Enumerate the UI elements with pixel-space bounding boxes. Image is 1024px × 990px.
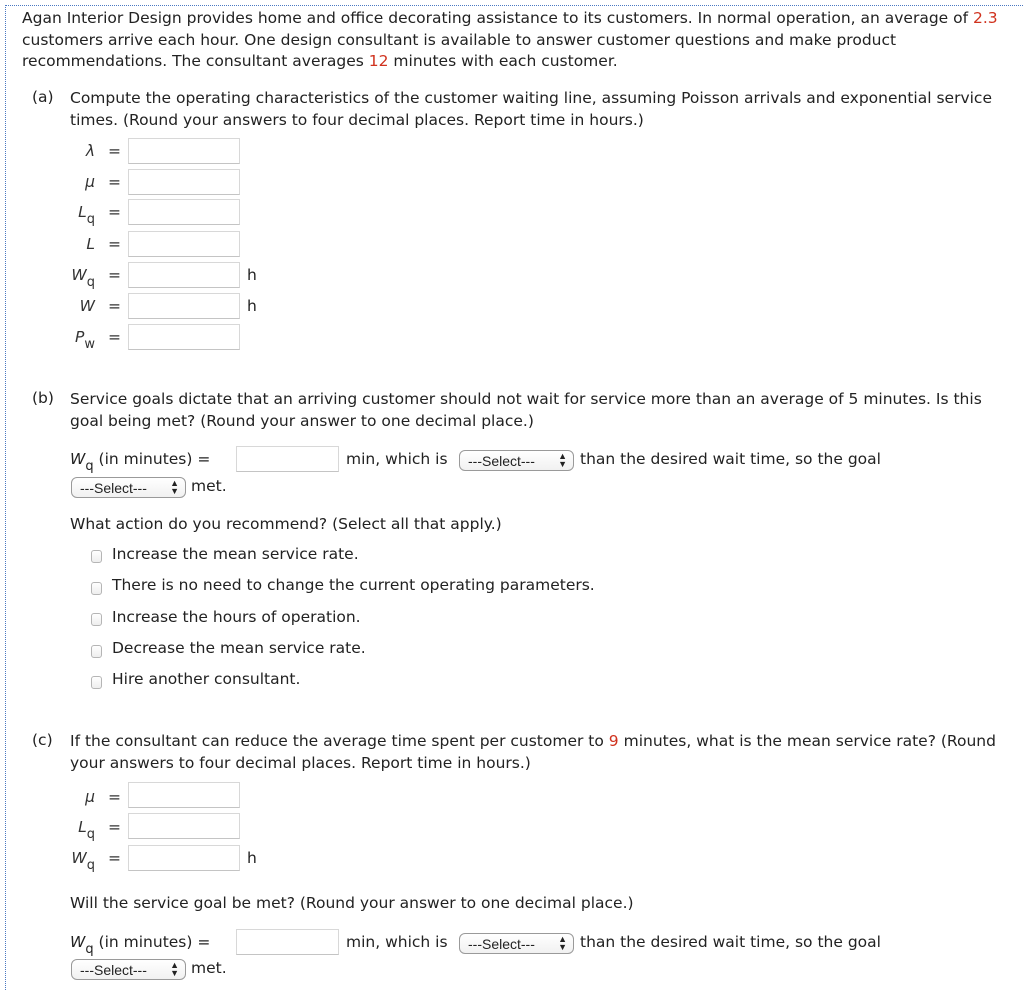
option-checkbox[interactable] bbox=[91, 613, 102, 626]
equals-sign: = bbox=[108, 788, 121, 806]
intro-text-2: customers arrive each hour. One design consultant is available to answer customer questions and make product recommendations. The consultant averages bbox=[22, 30, 897, 70]
l-label: L bbox=[86, 235, 95, 253]
lq-label: $L_q$ bbox=[78, 203, 95, 227]
hours-unit: h bbox=[247, 297, 257, 315]
w-label: W bbox=[79, 297, 95, 315]
select-arrows-icon: ▲ ▼ bbox=[170, 478, 179, 496]
part-a-instructions: Compute the operating characteristics of the customer waiting line, assuming Poisson arrivals and exponential service times. (Round your answers to four decimal places. Report time in hours.) bbox=[70, 89, 992, 129]
equals-sign: = bbox=[108, 173, 121, 191]
w-input[interactable] bbox=[128, 293, 240, 319]
equals-sign: = bbox=[108, 142, 121, 160]
option-checkbox[interactable] bbox=[91, 676, 102, 689]
lq-c-label: $L_q$ bbox=[78, 818, 95, 842]
option-label: There is no need to change the current operating parameters. bbox=[112, 576, 595, 594]
service-minutes-value: 12 bbox=[368, 52, 389, 70]
option-checkbox[interactable] bbox=[91, 582, 102, 595]
hours-unit: h bbox=[247, 849, 257, 867]
pw-input[interactable] bbox=[128, 324, 240, 350]
met-text: met. bbox=[191, 477, 227, 495]
mu-c-label: μ bbox=[85, 788, 95, 806]
option-label: Hire another consultant. bbox=[112, 670, 301, 688]
lq-input[interactable] bbox=[128, 199, 240, 225]
pw-label: $P_w$ bbox=[75, 328, 95, 352]
min-which-is-text: min, which is bbox=[346, 933, 448, 951]
wq-minutes-c-label: $W_q$ (in minutes) = bbox=[70, 933, 211, 957]
lambda-input[interactable] bbox=[128, 138, 240, 164]
mu-c-input[interactable] bbox=[128, 782, 240, 808]
part-c-instructions: If the consultant can reduce the average time spent per customer to 9 minutes, what is the mean service rate? (Round your answers to four decimal places. Report time in hours.) bbox=[70, 732, 996, 772]
part-b-instructions: Service goals dictate that an arriving customer should not wait for service more than an average of 5 minutes. Is this goal being met? (Round your answer to one decimal place.) bbox=[70, 390, 982, 430]
equals-sign: = bbox=[108, 849, 121, 867]
option-label: Increase the mean service rate. bbox=[112, 545, 359, 563]
wq-c-input[interactable] bbox=[128, 845, 240, 871]
hours-unit: h bbox=[247, 266, 257, 284]
part-c-label: (c) bbox=[32, 731, 53, 749]
wq-minutes-label: $W_q$ (in minutes) = bbox=[70, 450, 211, 474]
equals-sign: = bbox=[108, 328, 121, 346]
l-input[interactable] bbox=[128, 231, 240, 257]
option-checkbox[interactable] bbox=[91, 645, 102, 658]
select-arrows-icon: ▲ ▼ bbox=[170, 960, 179, 978]
lq-c-input[interactable] bbox=[128, 813, 240, 839]
mu-label: μ bbox=[85, 173, 95, 191]
option-label: Increase the hours of operation. bbox=[112, 608, 361, 626]
wq-minutes-c-input[interactable] bbox=[236, 929, 339, 955]
equals-sign: = bbox=[108, 235, 121, 253]
select-arrows-icon: ▲ ▼ bbox=[558, 934, 567, 952]
select-arrows-icon: ▲ ▼ bbox=[558, 451, 567, 469]
min-which-is-text: min, which is bbox=[346, 450, 448, 468]
goal-question: Will the service goal be met? (Round your answer to one decimal place.) bbox=[70, 894, 634, 912]
equals-sign: = bbox=[108, 297, 121, 315]
wq-minutes-input[interactable] bbox=[236, 446, 339, 472]
new-minutes-value: 9 bbox=[608, 732, 619, 750]
arrival-rate-value: 2.3 bbox=[973, 9, 998, 27]
equals-sign: = bbox=[108, 266, 121, 284]
option-checkbox[interactable] bbox=[91, 550, 102, 563]
lambda-label: λ bbox=[85, 142, 95, 160]
met-select[interactable]: ---Select--- ▲ ▼ bbox=[71, 477, 186, 498]
intro-text-3: minutes with each customer. bbox=[388, 52, 618, 70]
wq-input[interactable] bbox=[128, 262, 240, 288]
part-a-label: (a) bbox=[32, 88, 54, 106]
intro-text-1: Agan Interior Design provides home and office decorating assistance to its customers. In normal operation, an average of bbox=[22, 9, 973, 27]
comparison-c-select[interactable]: ---Select--- ▲ ▼ bbox=[459, 933, 574, 954]
goal-text: than the desired wait time, so the goal bbox=[580, 450, 881, 468]
equals-sign: = bbox=[108, 818, 121, 836]
option-label: Decrease the mean service rate. bbox=[112, 639, 366, 657]
met-text: met. bbox=[191, 959, 227, 977]
wq-label: $W_q$ bbox=[71, 266, 95, 290]
met-c-select[interactable]: ---Select--- ▲ ▼ bbox=[71, 959, 186, 980]
mu-input[interactable] bbox=[128, 169, 240, 195]
comparison-select[interactable]: ---Select--- ▲ ▼ bbox=[459, 450, 574, 471]
part-b-label: (b) bbox=[32, 389, 54, 407]
equals-sign: = bbox=[108, 203, 121, 221]
problem-intro bbox=[22, 8, 1012, 73]
wq-c-label: $W_q$ bbox=[71, 849, 95, 873]
action-question: What action do you recommend? (Select all that apply.) bbox=[70, 515, 502, 533]
goal-text: than the desired wait time, so the goal bbox=[580, 933, 881, 951]
